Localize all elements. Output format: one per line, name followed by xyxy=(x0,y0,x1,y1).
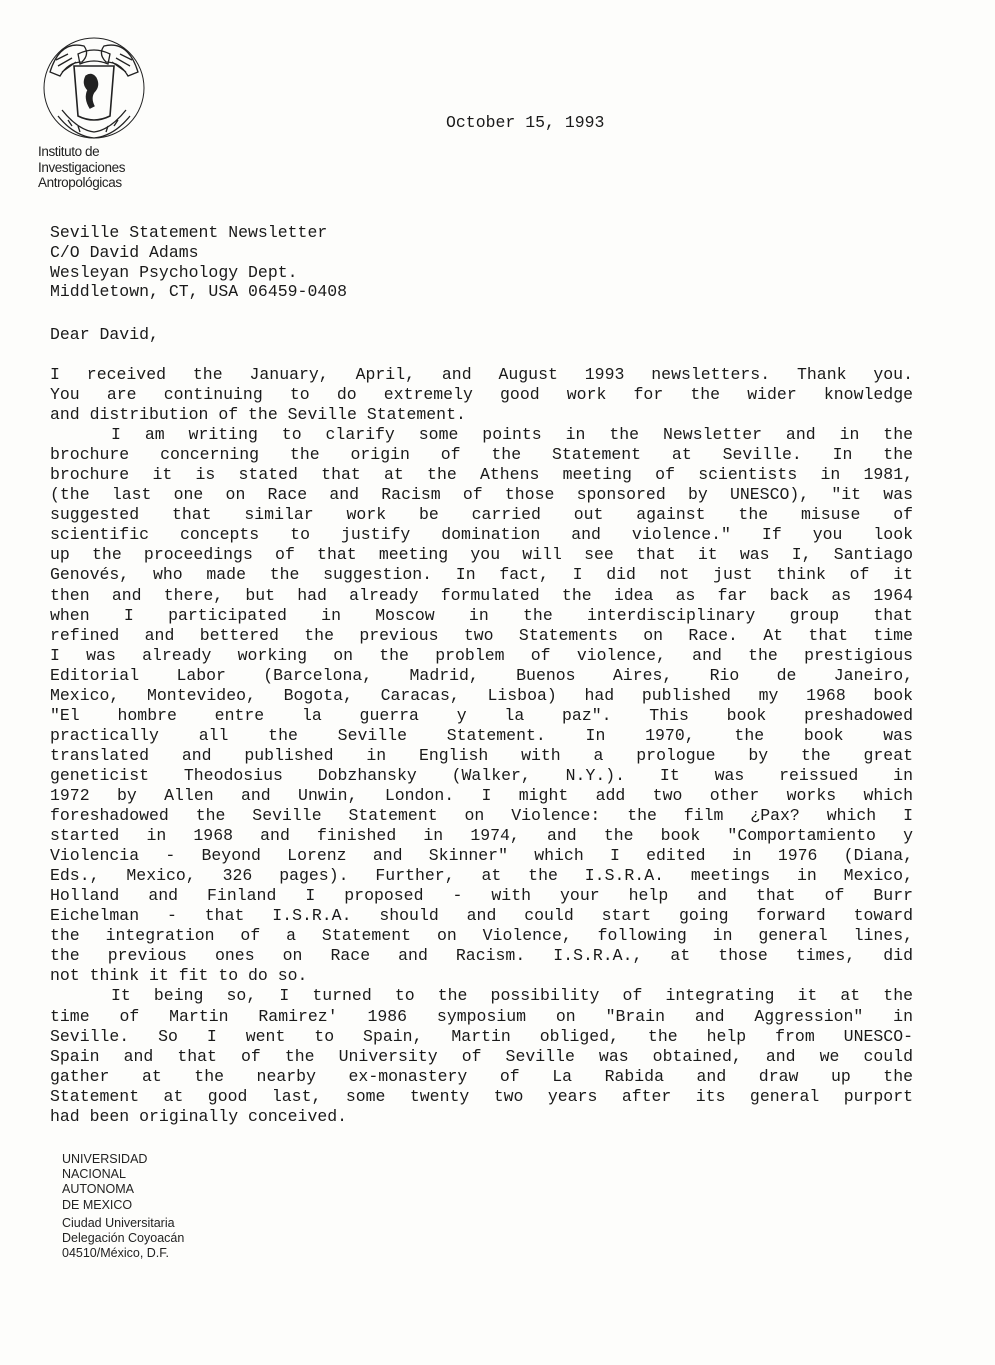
university-name-line: UNIVERSIDAD xyxy=(62,1152,148,1166)
body-line: 1972 by Allen and Unwin, London. I might add two other works which xyxy=(50,785,913,805)
footer-address-line: Delegación Coyoacán xyxy=(62,1231,185,1246)
body-line: suggested that similar work be carried out against the misuse of xyxy=(50,505,913,525)
body-line: when I participated in Moscow in the interdisciplinary group that xyxy=(50,605,913,625)
body-line: Mexico, Montevideo, Bogota, Caracas, Lisboa) had published my 1968 book xyxy=(50,685,913,705)
institute-line: Instituto de xyxy=(38,144,100,159)
body-line: scientific concepts to justify domination and violence." If you look xyxy=(50,525,913,545)
body-line: started in 1968 and finished in 1974, and the book "Comportamiento y xyxy=(50,826,913,846)
body-line: then and there, but had already formulated the idea as far back as 1964 xyxy=(50,585,913,605)
body-line: translated and published in English with a prologue by the great xyxy=(50,745,913,765)
body-line: had been originally conceived. xyxy=(50,1106,348,1126)
body-line: You are continuing to do extremely good work for the wider knowledge xyxy=(50,385,913,405)
body-line: brochure it is stated that at the Athens meeting of scientists in 1981, xyxy=(50,465,913,485)
body-line: Editorial Labor (Barcelona, Madrid, Buenos Aires, Rio de Janeiro, xyxy=(50,665,913,685)
institute-line: Antropológicas xyxy=(38,175,122,190)
body-line: not think it fit to do so. xyxy=(50,966,308,986)
body-line: Genovés, who made the suggestion. In fact, I did not just think of it xyxy=(50,565,913,585)
institute-name xyxy=(38,144,150,191)
institute-line: Investigaciones xyxy=(38,159,126,175)
university-name-line: NACIONAL xyxy=(62,1167,126,1182)
body-line: and distribution of the Seville Statement. xyxy=(50,405,466,425)
body-line: gather at the nearby ex-monastery of La Rabida and draw up the xyxy=(50,1066,913,1086)
address-line: C/O David Adams xyxy=(50,242,199,262)
body-line: Holland and Finland I proposed - with your help and that of Burr xyxy=(50,886,913,906)
body-line: Violencia - Beyond Lorenz and Skinner" which I edited in 1976 (Diana, xyxy=(50,846,913,866)
body-line: practically all the Seville Statement. In 1970, the book was xyxy=(50,725,913,745)
letter-body xyxy=(50,365,913,1127)
body-line: I was already working on the problem of violence, and the prestigious xyxy=(50,645,913,665)
body-line: I am writing to clarify some points in the Newsletter and in the xyxy=(111,425,913,445)
body-line: "El hombre entre la guerra y la paz". This book preshadowed xyxy=(50,705,913,725)
recipient-address xyxy=(50,223,347,302)
university-footer xyxy=(62,1152,184,1261)
footer-address-line: 04510/México, D.F. xyxy=(62,1246,169,1261)
body-line: Seville. So I went to Spain, Martin obliged, the help from UNESCO- xyxy=(50,1026,913,1046)
unam-seal-logo xyxy=(38,32,150,142)
body-line: Eichelman - that I.S.R.A. should and could start going forward toward xyxy=(50,906,913,926)
address-line: Middletown, CT, USA 06459-0408 xyxy=(50,282,348,302)
body-line: refined and bettered the previous two Statements on Race. At that time xyxy=(50,625,913,645)
footer-address-line: Ciudad Universitaria xyxy=(62,1215,175,1230)
salutation: Dear David, xyxy=(50,325,159,344)
body-line: I received the January, April, and August 1993 newsletters. Thank you. xyxy=(50,365,913,384)
address-line: Seville Statement Newsletter xyxy=(50,223,328,242)
body-line: Spain and that of the University of Seville was obtained, and we could xyxy=(50,1046,913,1066)
university-name-line: AUTONOMA xyxy=(62,1182,134,1197)
letter-date: October 15, 1993 xyxy=(446,113,605,132)
body-line: (the last one on Race and Racism of those sponsored by UNESCO), "it was xyxy=(50,485,913,505)
body-line: the integration of a Statement on Violence, following in general lines, xyxy=(50,926,913,946)
letterhead xyxy=(38,32,150,191)
address-line: Wesleyan Psychology Dept. xyxy=(50,262,298,282)
body-line: geneticist Theodosius Dobzhansky (Walker, N.Y.). It was reissued in xyxy=(50,765,913,785)
university-name-line: DE MEXICO xyxy=(62,1197,133,1212)
body-line: It being so, I turned to the possibility of integrating it at the xyxy=(111,986,913,1006)
body-line: brochure concerning the origin of the Statement at Seville. In the xyxy=(50,445,913,465)
body-line: the previous ones on Race and Racism. I.S.R.A., at those times, did xyxy=(50,946,913,966)
body-line: Eds., Mexico, 326 pages). Further, at the I.S.R.A. meetings in Mexico, xyxy=(50,866,913,886)
body-line: Statement at good last, some twenty two years after its general purport xyxy=(50,1086,913,1106)
body-line: up the proceedings of that meeting you will see that it was I, Santiago xyxy=(50,545,913,565)
body-line: foreshadowed the Seville Statement on Violence: the film ¿Pax? which I xyxy=(50,806,913,826)
body-line: time of Martin Ramirez' 1986 symposium on "Brain and Aggression" in xyxy=(50,1006,913,1026)
